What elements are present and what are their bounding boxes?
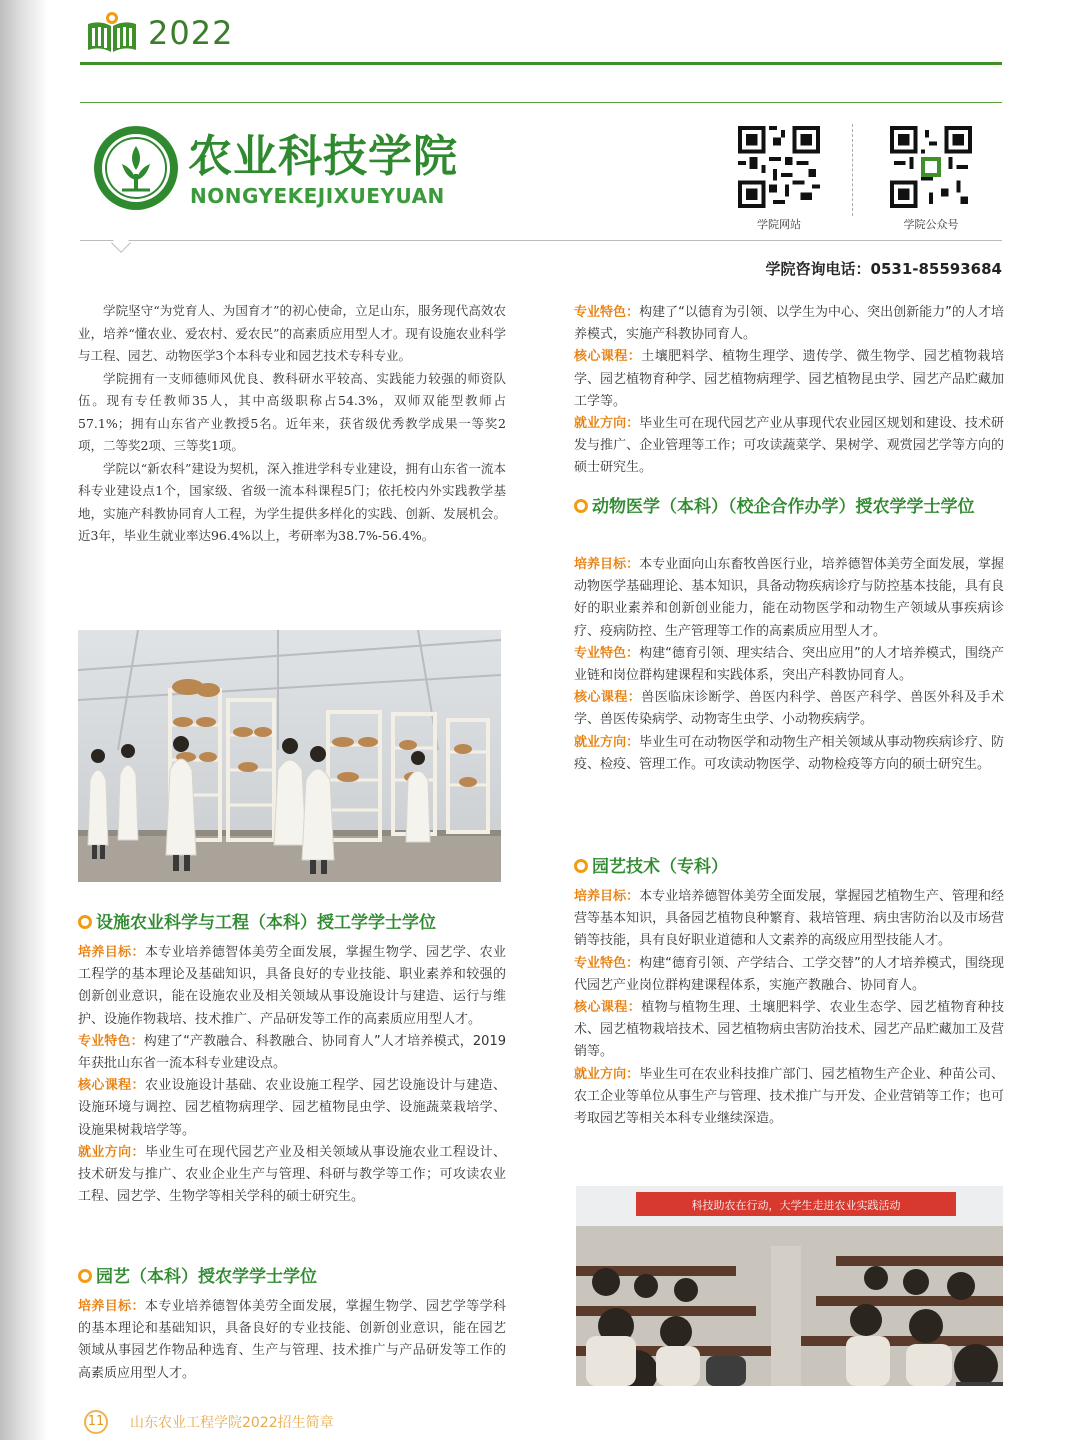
program-heading-horticulture: 园艺（本科）授农学学士学位 [78,1264,518,1290]
program-item [78,1142,506,1209]
wechat-qr-label: 学院公众号 [903,218,959,231]
program-item [78,1031,506,1075]
item-label: 就业方向： [78,1144,145,1160]
item-text: 毕业生可在动物医学和动物生产相关领域从事动物疾病诊疗、防疫、检疫、管理工作。可攻读动物医学、动物检疫等方向的硕士研究生。 [574,734,1004,772]
program-item [574,346,1004,413]
item-text: 毕业生可在农业科技推广部门、园艺植物生产企业、种苗公司、农工企业等单位从事生产与管理、技术推广与开发、企业营销等工作；也可考取园艺等相关本科专业继续深造。 [574,1066,1004,1127]
item-label: 就业方向： [574,1066,640,1082]
program-item [574,413,1004,480]
item-text: 农业设施设计基础、农业设施工程学、园艺设施设计与建造、设施环境与调控、园艺植物病理学、园艺植物昆虫学、设施蔬菜栽培学、设施果树栽培学等。 [78,1078,506,1138]
header-rule-thin [80,102,1002,103]
qr-divider [852,124,853,216]
book-logo-icon [84,10,140,56]
item-label: 培养目标： [574,889,640,904]
program-item [574,302,1004,346]
item-label: 专业特色： [78,1033,144,1049]
program-block-horticulture-cont [574,302,1004,480]
program-block-horti-tech [574,886,1004,1130]
program-heading-horti-tech: 园艺技术（专科） [574,854,1004,880]
item-text: 构建了“产教融合、科教融合、协同育人”人才培养模式，2019年获批山东省一流本科专业建设点。 [78,1033,506,1072]
item-label: 就业方向： [574,416,640,432]
activity-photo [576,1186,1003,1386]
lab-photo [78,630,501,882]
item-label: 培养目标： [574,557,640,572]
item-label: 培养目标： [78,1299,145,1314]
item-label: 专业特色： [574,305,640,320]
program-block-facility [78,942,506,1208]
bullet-circle-icon [574,859,588,873]
program-block-vet [574,554,1004,776]
program-item [574,886,1004,953]
item-text: 毕业生可在现代园艺产业及相关领域从事设施农业工程设计、技术研发与推广、农业企业生产与管理、科研与教学等工作；可攻读农业工程、园艺学、生物学等相关学科的硕士研究生。 [78,1144,506,1205]
item-text: 毕业生可在现代园艺产业从事现代农业园区规划和建设、技术研发与推广、企业管理等工作；可攻读蔬菜学、果树学、观赏园艺学等方向的硕士研究生。 [574,416,1004,476]
college-pinyin: NONGYEKEJIXUEYUAN [190,184,445,208]
program-item [574,1064,1004,1131]
item-label: 专业特色： [574,955,640,971]
item-text: 本专业培养德智体美劳全面发展，掌握园艺植物生产、管理和经营等基本知识，具备园艺植物良种繁育、栽培管理、病虫害防治以及市场营销等技能，具有良好职业道德和人文素养的高级应用型技能人才。 [574,889,1004,949]
item-label: 核心课程： [78,1078,145,1094]
item-label: 核心课程： [574,1000,642,1016]
consult-phone: 学院咨询电话：0531-85593684 [765,260,1002,278]
item-text: 构建“德育引领、理实结合、突出应用”的人才培养模式，围绕产业链和岗位群构建课程和实践体系，突出产科教协同育人。 [574,645,1004,684]
program-item [574,732,1004,776]
program-item [574,554,1004,643]
intro-paragraph: 学院拥有一支师德师风优良、教科研水平较高、实践能力较强的师资队伍。现有专任教师35人，其中高级职称占54.3%，双师双能型教师占57.1%；拥有山东省产业教授5名。近年来，获省级优秀教学成果一等奖2项，二等奖2项、三等奖1项。 [78,370,506,453]
website-qr-label: 学院网站 [757,218,801,231]
intro-paragraph: 学院以“新农科”建设为契机，深入推进学科专业建设，拥有山东省一流本科专业建设点1个，国家级、省级一流本科课程5门；依托校内外实践教学基地，实施产科教协同育人工程，为学生提供多样化的实践、创新、发展机会。近3年，毕业生就业率达96.4%以上，考研率为38.7%-56.4%。 [78,460,506,543]
program-item [574,997,1004,1064]
program-item [78,1296,506,1385]
item-label: 就业方向： [574,734,640,750]
program-item [574,953,1004,997]
college-title: 农业科技学院 [188,131,458,182]
item-text: 本专业培养德智体美劳全面发展，掌握生物学、园艺学等学科的基本理论和基础知识，具备良好的专业技能、创新创业意识，能在园艺领域从事园艺作物品种选育、生产与管理、技术推广与产品研发等工作的高素质应用型人才。 [78,1299,506,1381]
college-emblem-icon [92,124,180,212]
item-label: 核心课程： [574,690,642,706]
item-label: 核心课程： [574,349,642,365]
year-label: 2022 [148,14,234,52]
section-rule [80,240,1002,241]
program-heading-facility: 设施农业科学与工程（本科）授工学学士学位 [78,910,518,936]
binding-gutter-shadow [0,0,48,1440]
program-item [574,643,1004,687]
bullet-circle-icon [574,499,588,513]
item-text: 植物与植物生理、土壤肥料学、农业生态学、园艺植物育种技术、园艺植物栽培技术、园艺植物病虫害防治技术、园艺产品贮藏加工及营销等。 [574,1000,1004,1060]
item-label: 培养目标： [78,945,145,960]
item-text: 构建“德育引领、产学结合、工学交替”的人才培养模式，围绕现代园艺产业岗位群构建课程体系，实施产教融合、协同育人。 [574,955,1004,993]
header-rule-thick [80,62,1002,65]
activity-banner-text: 科技助农在行动，大学生走进农业实践活动 [691,1199,901,1212]
footer-title: 山东农业工程学院2022招生简章 [130,1415,334,1431]
program-item [574,687,1004,731]
page-number: 11 [84,1410,108,1434]
bullet-circle-icon [78,1269,92,1283]
program-block-horticulture [78,1296,506,1385]
item-text: 土壤肥料学、植物生理学、遗传学、微生物学、园艺植物栽培学、园艺植物育种学、园艺植物病理学、园艺植物昆虫学、园艺产品贮藏加工学等。 [574,349,1004,409]
website-qr-code[interactable] [738,126,820,208]
intro-paragraph: 学院坚守“为党育人、为国育才”的初心使命，立足山东，服务现代高效农业，培养“懂农业、爱农村、爱农民”的高素质应用型人才。现有设施农业科学与工程、园艺、动物医学3个本科专业和园艺技术专科专业。 [78,303,506,363]
section-rule-notch [111,233,131,253]
college-intro [78,300,506,548]
item-text: 兽医临床诊断学、兽医内科学、兽医产科学、兽医外科及手术学、兽医传染病学、动物寄生虫学、小动物疾病学。 [574,690,1004,728]
item-text: 构建了“以德育为引领、以学生为中心、突出创新能力”的人才培养模式，实施产科教协同育人。 [574,305,1004,343]
brochure-page [48,0,1080,1440]
program-item [78,1075,506,1142]
item-label: 专业特色： [574,645,640,661]
program-item [78,942,506,1031]
item-text: 本专业培养德智体美劳全面发展，掌握生物学、园艺学、农业工程学的基本理论及基础知识，具备良好的专业技能、职业素养和较强的创新创业意识，能在设施农业及相关领域从事设施设计与建造、运行与维护、设施作物栽培、技术推广、产品研发等工作的高素质应用型人才。 [78,945,506,1027]
program-heading-vet: 动物医学（本科）（校企合作办学）授农学学士学位 [574,494,1004,520]
item-text: 本专业面向山东畜牧兽医行业，培养德智体美劳全面发展，掌握动物医学基础理论、基本知识，具备动物疾病诊疗与防控基本技能，具有良好的职业素养和创新创业能力，能在动物医学和动物生产领域从事疾病诊疗、疫病防控、生产管理等工作的高素质应用型人才。 [574,557,1004,639]
wechat-qr-code[interactable] [890,126,972,208]
bullet-circle-icon [78,915,92,929]
